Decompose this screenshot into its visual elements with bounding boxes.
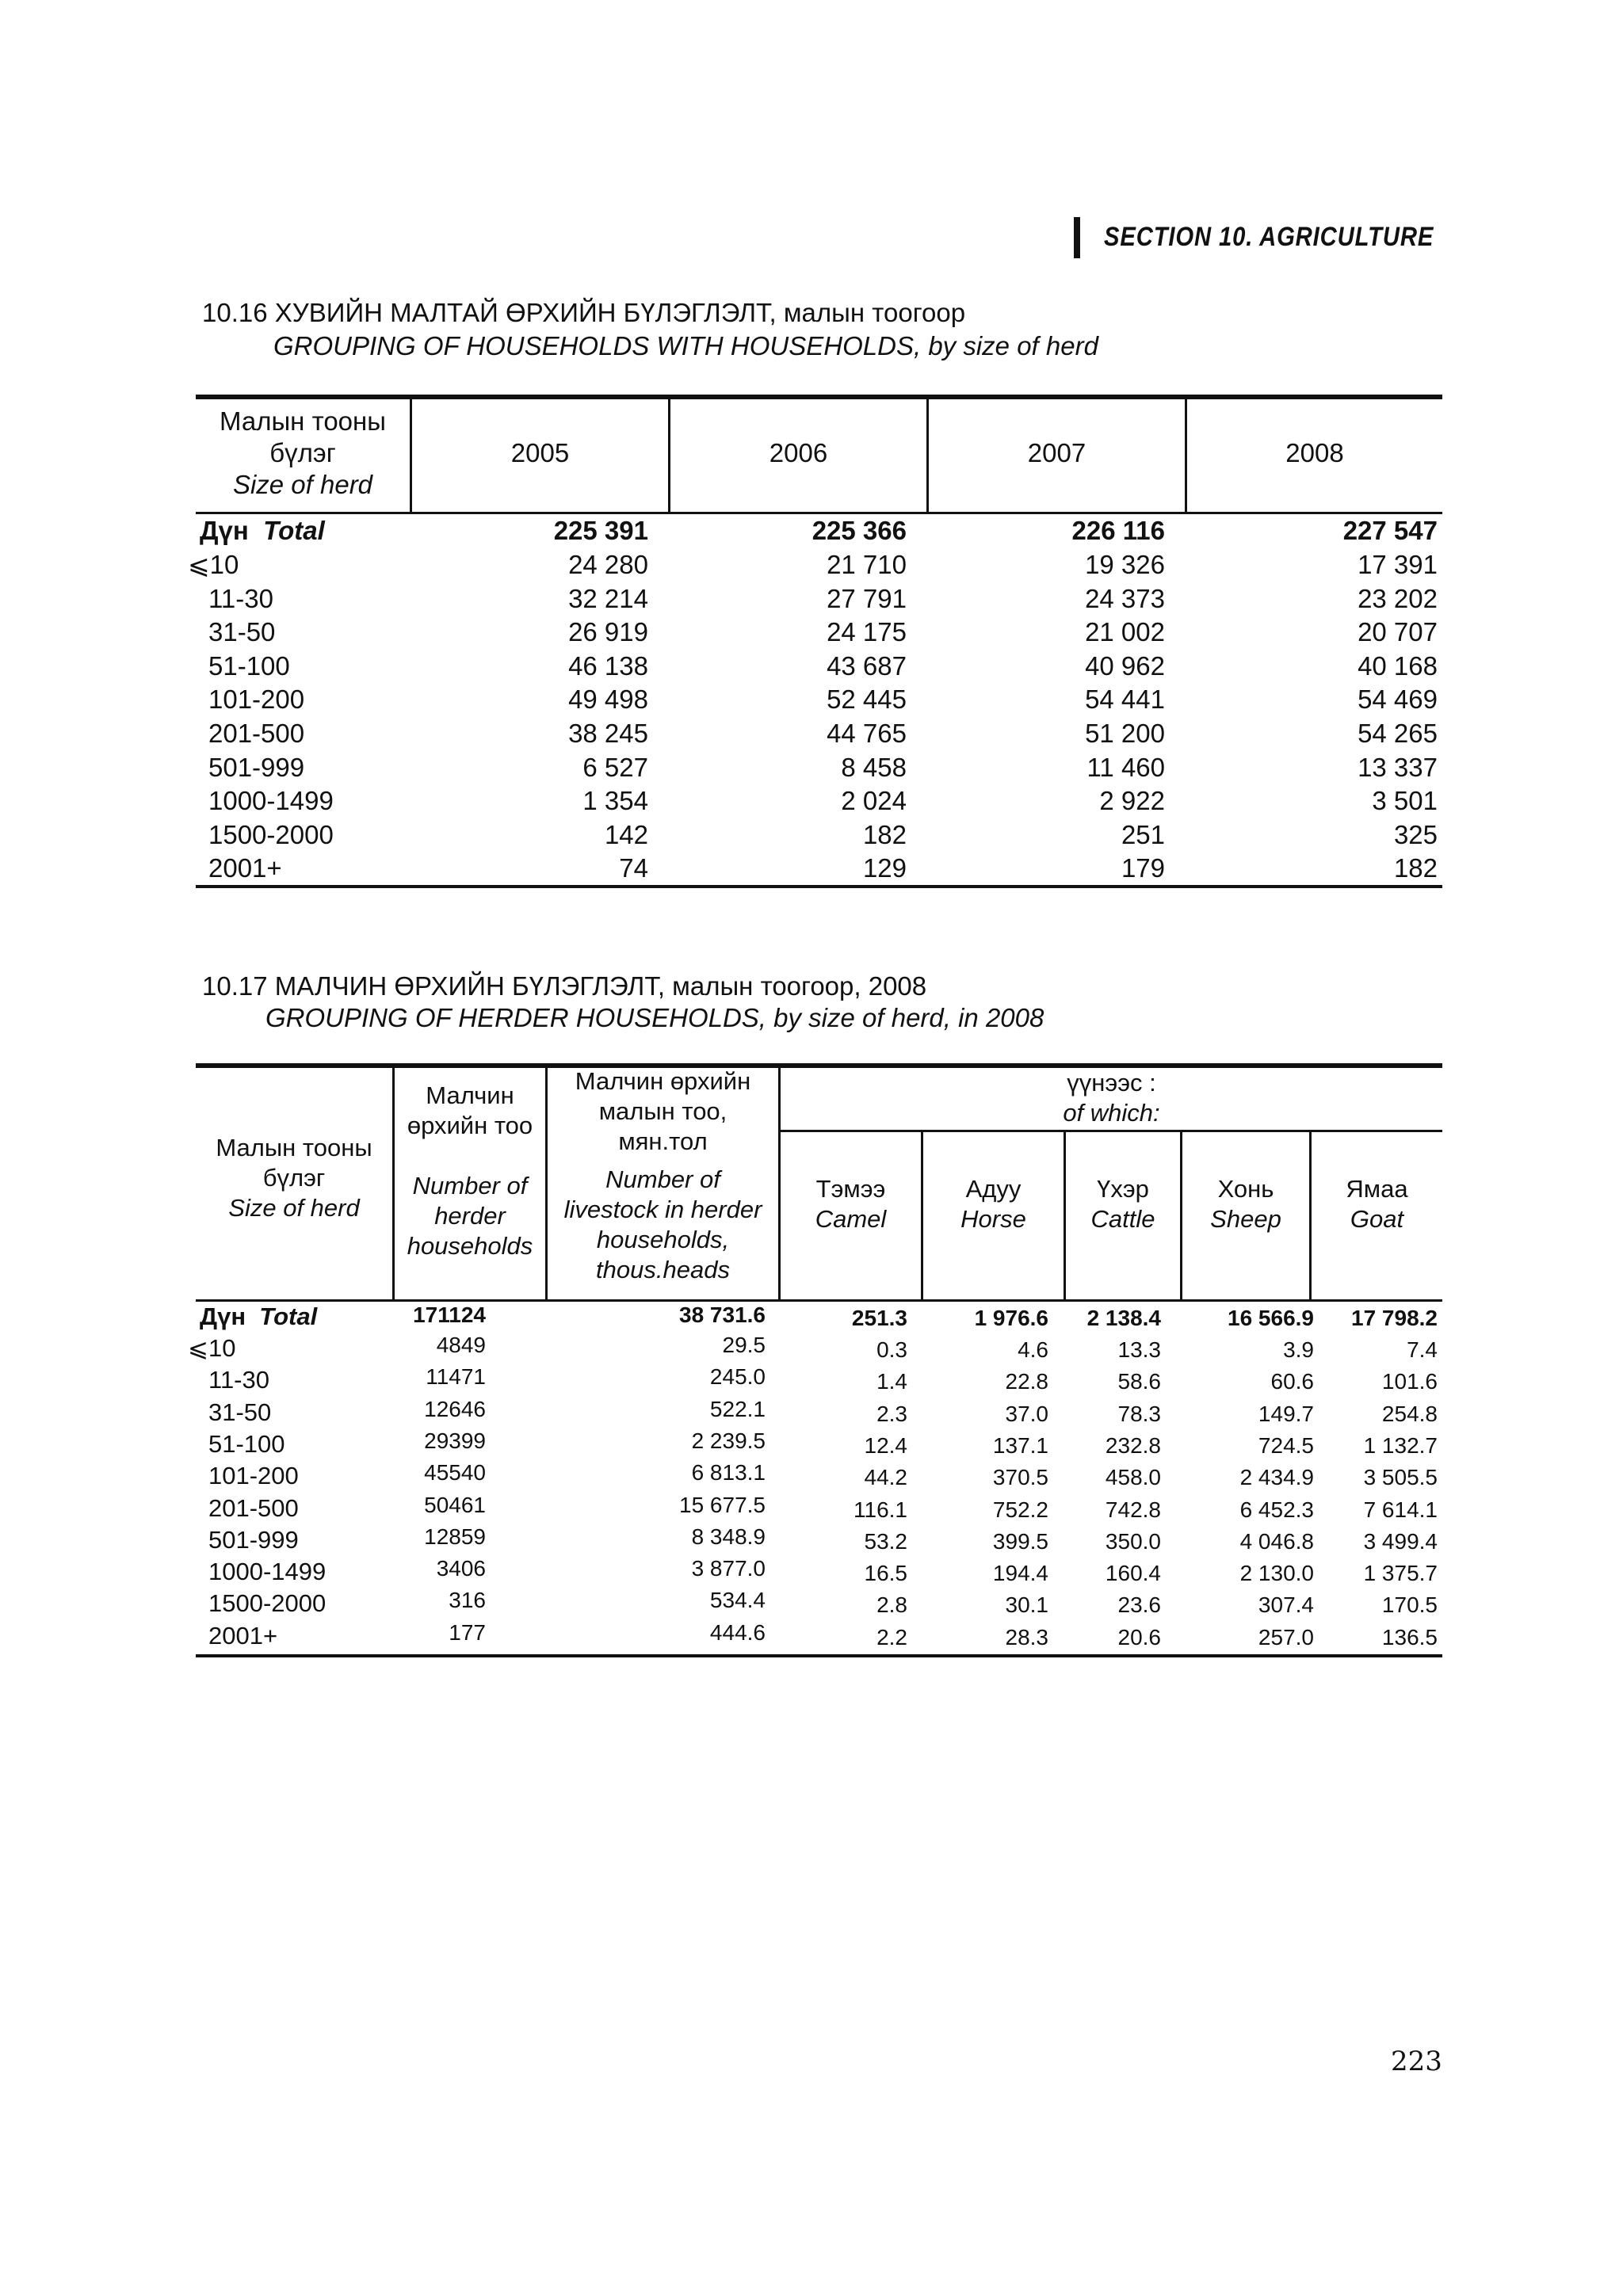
table2-cell: 2.8 bbox=[876, 1592, 907, 1618]
table2-row-label: 501-999 bbox=[208, 1525, 299, 1554]
table2-cell: 4849 bbox=[436, 1333, 486, 1357]
table1-total-value: 225 366 bbox=[812, 516, 907, 545]
table1-row-label: 1000-1499 bbox=[208, 786, 334, 816]
table1-header-year: 2006 bbox=[769, 438, 828, 467]
table2-total-value: 1 976.6 bbox=[974, 1306, 1048, 1330]
table2-cell: 170.5 bbox=[1381, 1592, 1438, 1618]
table2-title-en: GROUPING OF HERDER HOUSEHOLDS, by size of herd, in 2008 bbox=[265, 1003, 1044, 1032]
header-en-line: Horse bbox=[960, 1205, 1026, 1233]
table1 bbox=[188, 395, 1442, 887]
table2-cell: 2 130.0 bbox=[1239, 1561, 1314, 1586]
header-en-line: herder bbox=[434, 1202, 506, 1230]
table1-cell: 74 bbox=[619, 853, 648, 883]
header-en-line: livestock in herder bbox=[563, 1196, 762, 1223]
table1-cell: 54 265 bbox=[1358, 719, 1438, 748]
table1-cell: 6 527 bbox=[582, 752, 648, 782]
table2-cell: 78.3 bbox=[1117, 1401, 1161, 1426]
table1-row-label: ⩽10 bbox=[188, 550, 239, 579]
table2-cell: 1 375.7 bbox=[1363, 1561, 1438, 1586]
table2-cell: 194.4 bbox=[992, 1561, 1048, 1586]
table2-cell: 4 046.8 bbox=[1239, 1528, 1314, 1554]
table2-cell: 2 239.5 bbox=[691, 1428, 766, 1453]
table2-header-size-of-herd bbox=[196, 1133, 392, 1223]
table2-header-households bbox=[395, 1081, 545, 1261]
table1-cell: 26 919 bbox=[568, 617, 648, 647]
table2-cell: 22.8 bbox=[1005, 1369, 1048, 1394]
table2-cell: 160.4 bbox=[1105, 1561, 1161, 1586]
table1-total-value: 226 116 bbox=[1071, 516, 1165, 545]
table2-cell: 3 499.4 bbox=[1363, 1528, 1438, 1554]
table2-cell: 137.1 bbox=[992, 1432, 1048, 1458]
table1-cell: 54 469 bbox=[1358, 685, 1438, 715]
table2-header-of-which bbox=[781, 1068, 1442, 1128]
table2-cell: 3 877.0 bbox=[691, 1556, 766, 1581]
table2-cell: 44.2 bbox=[864, 1465, 907, 1490]
table1-cell: 24 373 bbox=[1085, 583, 1165, 613]
table2-header-animal bbox=[781, 1174, 921, 1234]
table1-cell: 40 962 bbox=[1085, 650, 1165, 681]
table2-cell: 3.9 bbox=[1283, 1337, 1314, 1362]
table2-row-label: 11-30 bbox=[208, 1366, 269, 1394]
header-mn-line: өрхийн тоо bbox=[407, 1112, 533, 1139]
table2-cell: 316 bbox=[449, 1588, 486, 1613]
header-en-line: households bbox=[407, 1232, 533, 1260]
header-en-line: Cattle bbox=[1090, 1205, 1155, 1233]
header-mn-line: Тэмээ bbox=[815, 1175, 886, 1203]
table1-cell: 325 bbox=[1393, 819, 1438, 849]
header-en-line: Camel bbox=[815, 1205, 887, 1233]
table2-cell: 7.4 bbox=[1407, 1337, 1438, 1362]
table2-cell: 742.8 bbox=[1105, 1497, 1161, 1522]
table1-cell: 21 710 bbox=[827, 550, 907, 579]
table2-row-label: 31-50 bbox=[208, 1398, 272, 1426]
header-en-line: Number of bbox=[412, 1172, 528, 1199]
table2-cell: 2.3 bbox=[876, 1401, 907, 1426]
table2-total-value: 38 731.6 bbox=[679, 1302, 766, 1327]
table1-cell: 182 bbox=[1393, 853, 1438, 883]
table2-cell: 29399 bbox=[424, 1428, 486, 1453]
table1-row-label: 1500-2000 bbox=[208, 819, 334, 849]
table2-cell: 1 132.7 bbox=[1363, 1432, 1438, 1458]
table1-cell: 24 175 bbox=[827, 617, 907, 647]
header-mn-line: Ямаа bbox=[1346, 1175, 1408, 1203]
table2-cell: 458.0 bbox=[1105, 1465, 1161, 1490]
table2-cell: 370.5 bbox=[992, 1465, 1048, 1490]
table1-cell: 32 214 bbox=[568, 583, 648, 613]
table2-cell: 12646 bbox=[424, 1396, 486, 1421]
table2-cell: 4.6 bbox=[1018, 1337, 1048, 1362]
table1-cell: 129 bbox=[862, 853, 907, 883]
total-label-mn: Дүн bbox=[200, 516, 249, 545]
table2-bottom-rule bbox=[196, 1654, 1442, 1657]
table1-row-label: 31-50 bbox=[208, 617, 276, 647]
table2-cell: 522.1 bbox=[709, 1396, 766, 1421]
table1-cell: 21 002 bbox=[1085, 617, 1165, 647]
table2-cell: 29.5 bbox=[722, 1333, 766, 1357]
table2-row-label: 2001+ bbox=[208, 1621, 278, 1650]
table2-cell: 232.8 bbox=[1105, 1432, 1161, 1458]
table1-cell: 20 707 bbox=[1358, 617, 1438, 647]
table1-cell: 11 460 bbox=[1086, 752, 1165, 782]
table1-cell: 2 024 bbox=[841, 786, 907, 816]
table2-cell: 20.6 bbox=[1117, 1624, 1161, 1650]
table2-cell: 12.4 bbox=[864, 1432, 907, 1458]
header-mn-line: Малын тооны bbox=[216, 1134, 372, 1161]
header-en-line: Size of herd bbox=[232, 470, 373, 499]
table2-cell: 350.0 bbox=[1105, 1528, 1161, 1554]
table2-cell: 2 434.9 bbox=[1239, 1465, 1314, 1490]
table1-cell: 19 326 bbox=[1085, 550, 1165, 579]
header-en-line: Size of herd bbox=[228, 1194, 360, 1222]
table2-header-animal bbox=[1066, 1174, 1180, 1234]
table2-header-animal bbox=[1312, 1174, 1442, 1234]
table1-cell: 54 441 bbox=[1085, 685, 1165, 715]
table1-cell: 13 337 bbox=[1358, 752, 1438, 782]
table2-cell: 149.7 bbox=[1258, 1401, 1314, 1426]
table2-cell: 254.8 bbox=[1381, 1401, 1438, 1426]
table2-cell: 245.0 bbox=[709, 1364, 766, 1390]
table2-header-animal bbox=[1182, 1174, 1309, 1234]
header-en-line: of which: bbox=[1063, 1099, 1160, 1127]
table1-cell: 251 bbox=[1121, 819, 1165, 849]
table1-row-label: 51-100 bbox=[208, 650, 290, 681]
table2-cell: 116.1 bbox=[854, 1497, 907, 1522]
table2-row-label: 1000-1499 bbox=[208, 1558, 327, 1586]
table1-title-mn: 10.16 ХУВИЙН МАЛТАЙ ӨРХИЙН БҮЛЭГЛЭЛТ, малын тоогоор bbox=[202, 298, 966, 327]
table2-cell: 136.5 bbox=[1381, 1624, 1438, 1650]
table1-cell: 46 138 bbox=[568, 650, 648, 681]
table1-cell: 142 bbox=[604, 819, 648, 849]
table2-cell: 257.0 bbox=[1258, 1624, 1314, 1650]
table1-row-label: 101-200 bbox=[208, 685, 305, 715]
table1-cell: 40 168 bbox=[1358, 650, 1438, 681]
table1-cell: 24 280 bbox=[568, 550, 648, 579]
table2-cell: 3 505.5 bbox=[1363, 1465, 1438, 1490]
header-mn-line: Адуу bbox=[965, 1175, 1022, 1203]
table1-cell: 179 bbox=[1121, 853, 1165, 883]
table2-total-value: 16 566.9 bbox=[1228, 1306, 1314, 1330]
table2-cell: 37.0 bbox=[1005, 1401, 1048, 1426]
table2-cell: 6 813.1 bbox=[691, 1460, 766, 1486]
table2-cell: 8 348.9 bbox=[691, 1524, 766, 1549]
table2-total-label bbox=[200, 1301, 317, 1333]
header-mn-line: малын тоо, bbox=[598, 1097, 727, 1125]
section-header bbox=[1074, 214, 1446, 258]
table2-row-label: 201-500 bbox=[208, 1493, 299, 1522]
table1-cell: 52 445 bbox=[827, 685, 907, 715]
section-bar bbox=[1074, 217, 1080, 258]
header-en-line: Number of bbox=[605, 1165, 720, 1193]
table1-cell: 43 687 bbox=[827, 650, 907, 681]
table1-row-label: 201-500 bbox=[208, 719, 305, 748]
table2-cell: 16.5 bbox=[864, 1561, 907, 1586]
table2 bbox=[188, 1063, 1442, 1657]
table2-cell: 11471 bbox=[426, 1364, 486, 1390]
table2-cell: 13.3 bbox=[1117, 1337, 1161, 1362]
table2-cell: 60.6 bbox=[1270, 1369, 1314, 1394]
table2-header-rule bbox=[196, 1299, 1442, 1302]
header-mn-line: бүлэг bbox=[262, 1164, 326, 1192]
table2-row-label: ⩽10 bbox=[188, 1334, 236, 1362]
page-number: 223 bbox=[1391, 2046, 1442, 2077]
table2-total-value: 17 798.2 bbox=[1351, 1306, 1438, 1330]
table1-cell: 3 501 bbox=[1372, 786, 1438, 816]
table2-row-label: 101-200 bbox=[208, 1462, 299, 1490]
table1-row-label: 11-30 bbox=[208, 583, 273, 613]
total-label-en: Total bbox=[263, 516, 325, 545]
table2-of-which-rule bbox=[778, 1130, 1442, 1132]
table1-cell: 2 922 bbox=[1099, 786, 1165, 816]
table1-header-year: 2005 bbox=[510, 438, 570, 467]
header-en-line: Goat bbox=[1350, 1205, 1404, 1233]
table2-cell: 30.1 bbox=[1005, 1592, 1048, 1618]
header-mn-line: Үхэр bbox=[1097, 1175, 1149, 1203]
table2-cell: 58.6 bbox=[1117, 1369, 1161, 1394]
table1-top-rule bbox=[196, 395, 1442, 399]
table1-total-value: 225 391 bbox=[553, 516, 648, 545]
table1-cell: 44 765 bbox=[827, 719, 907, 748]
table1-cell: 182 bbox=[862, 819, 907, 849]
header-mn-line: Малчин bbox=[426, 1081, 514, 1109]
table2-cell: 0.3 bbox=[876, 1337, 907, 1362]
table2-cell: 101.6 bbox=[1381, 1369, 1438, 1394]
table1-row-label: 501-999 bbox=[208, 752, 305, 782]
total-label-en: Total bbox=[259, 1302, 318, 1330]
table1-cell: 23 202 bbox=[1358, 583, 1438, 613]
table2-cell: 444.6 bbox=[709, 1619, 766, 1645]
section-label: SECTION 10. AGRICULTURE bbox=[1104, 222, 1434, 252]
table2-cell: 7 614.1 bbox=[1363, 1497, 1438, 1522]
header-mn-line: бүлэг bbox=[269, 438, 336, 467]
table1-cell: 49 498 bbox=[568, 685, 648, 715]
header-en-line: households, bbox=[596, 1226, 730, 1253]
table2-total-value: 2 138.4 bbox=[1086, 1306, 1161, 1330]
table1-cell: 1 354 bbox=[582, 786, 648, 816]
table2-cell: 307.4 bbox=[1258, 1592, 1314, 1618]
table2-cell: 399.5 bbox=[992, 1528, 1048, 1554]
header-mn-line: мян.тол bbox=[618, 1127, 708, 1155]
header-mn-line: Малын тооны bbox=[220, 406, 386, 436]
table2-cell: 15 677.5 bbox=[679, 1492, 766, 1517]
table2-cell: 6 452.3 bbox=[1239, 1497, 1314, 1522]
table2-cell: 724.5 bbox=[1258, 1432, 1314, 1458]
table2-cell: 23.6 bbox=[1117, 1592, 1161, 1618]
table1-cell: 27 791 bbox=[827, 583, 907, 613]
table1-row-label: 2001+ bbox=[208, 853, 282, 883]
table1-total-value: 227 547 bbox=[1342, 516, 1438, 545]
table2-total-value: 251.3 bbox=[851, 1306, 907, 1330]
header-mn-line: Хонь bbox=[1217, 1175, 1274, 1203]
table1-cell: 51 200 bbox=[1085, 719, 1165, 748]
header-mn-line: үүнээс : bbox=[1067, 1069, 1156, 1097]
table2-cell: 3406 bbox=[436, 1556, 486, 1581]
table2-cell: 534.4 bbox=[709, 1588, 766, 1613]
table2-header-livestock bbox=[548, 1066, 778, 1285]
header-mn-line: Малчин өрхийн bbox=[575, 1067, 751, 1095]
table1-header-year: 2007 bbox=[1027, 438, 1086, 467]
table1-cell: 8 458 bbox=[841, 752, 907, 782]
table2-title-mn: 10.17 МАЛЧИН ӨРХИЙН БҮЛЭГЛЭЛТ, малын тоогоор, 2008 bbox=[202, 971, 927, 1001]
table2-cell: 28.3 bbox=[1005, 1624, 1048, 1650]
table1-bottom-rule bbox=[196, 885, 1442, 888]
table2-cell: 177 bbox=[449, 1619, 486, 1645]
table1-title-en: GROUPING OF HOUSEHOLDS WITH HOUSEHOLDS, by size of herd bbox=[273, 331, 1098, 360]
table2-cell: 45540 bbox=[424, 1460, 486, 1486]
table1-cell: 38 245 bbox=[568, 719, 648, 748]
table2-header-animal bbox=[923, 1174, 1064, 1234]
table1-header-size-of-herd bbox=[196, 406, 410, 501]
table2-row-label: 1500-2000 bbox=[208, 1589, 327, 1618]
table1-cell: 17 391 bbox=[1358, 550, 1438, 579]
table2-row-label: 51-100 bbox=[208, 1429, 285, 1458]
header-en-line: thous.heads bbox=[596, 1256, 730, 1283]
table2-cell: 12859 bbox=[424, 1524, 486, 1549]
table2-total-value: 171124 bbox=[413, 1302, 486, 1327]
table2-cell: 53.2 bbox=[864, 1528, 907, 1554]
table2-cell: 1.4 bbox=[876, 1369, 907, 1394]
header-en-line: Sheep bbox=[1210, 1205, 1281, 1233]
table2-cell: 2.2 bbox=[876, 1624, 907, 1650]
table1-header-year: 2008 bbox=[1285, 438, 1344, 467]
table2-cell: 752.2 bbox=[992, 1497, 1048, 1522]
table1-total-label bbox=[200, 513, 325, 547]
table2-cell: 50461 bbox=[424, 1492, 486, 1517]
total-label-mn: Дүн bbox=[200, 1302, 246, 1330]
